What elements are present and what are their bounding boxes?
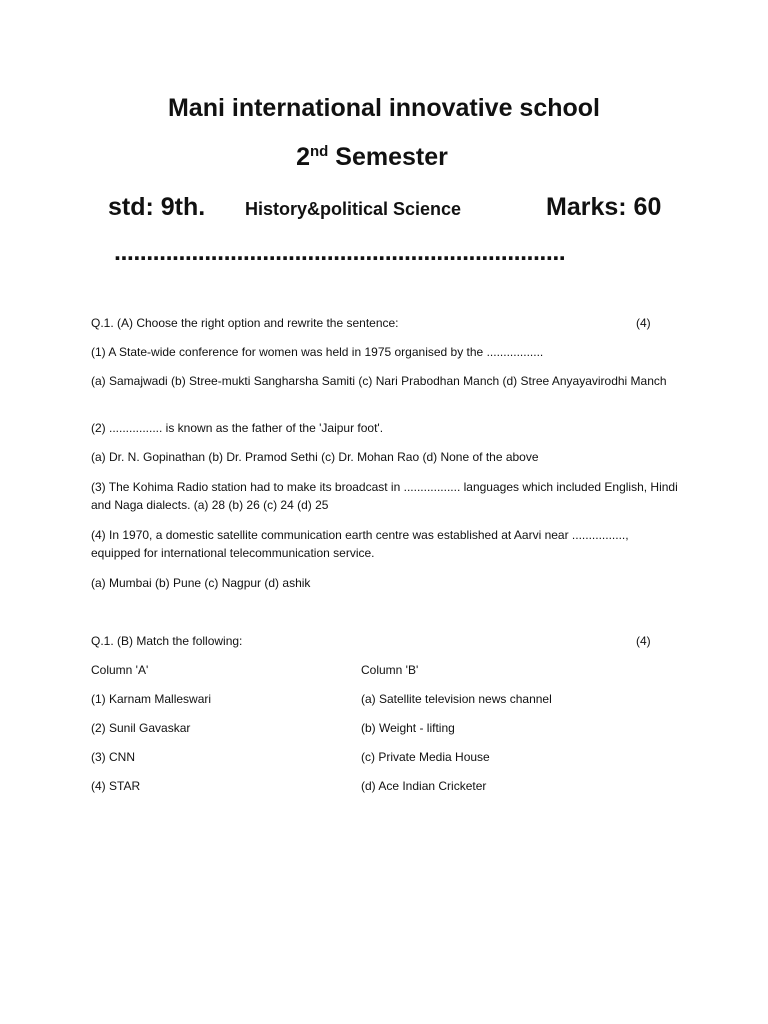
column-a-item-2: (2) Sunil Gavaskar bbox=[91, 721, 191, 735]
semester-title bbox=[0, 143, 756, 172]
subject-label: History&political Science bbox=[245, 199, 462, 219]
column-b-header: Column 'B' bbox=[361, 663, 419, 677]
semester-word: Semester bbox=[328, 143, 448, 171]
q1a-options-4: (a) Mumbai (b) Pune (c) Nagpur (d) ashik bbox=[91, 576, 311, 590]
semester-number: 2 bbox=[296, 143, 311, 171]
q1a-question-2: (2) ................ is known as the father of the 'Jaipur foot'. bbox=[91, 421, 384, 435]
column-a-item-1: (1) Karnam Malleswari bbox=[91, 692, 212, 706]
q1a-options-2: (a) Dr. N. Gopinathan (b) Dr. Pramod Sethi (c) Dr. Mohan Rao (d) None of the above bbox=[91, 450, 539, 464]
school-title: Mani international innovative school bbox=[167, 94, 600, 122]
q1b-heading: Q.1. (B) Match the following: bbox=[91, 634, 243, 648]
q1a-options-1: (a) Samajwadi (b) Stree-mukti Sangharsha Samiti (c) Nari Prabodhan Manch (d) Stree Anyayavirodhi Manch bbox=[91, 374, 667, 388]
q1a-question-3: (3) The Kohima Radio station had to make its broadcast in ................. languages which included English, Hindi and Naga dialects. (a) 28 (b) 26 (c) 24 (d) 25 bbox=[91, 480, 678, 512]
column-b-item-1: (a) Satellite television news channel bbox=[361, 692, 552, 706]
q1b-marks: (4) bbox=[636, 634, 651, 648]
column-a-item-3: (3) CNN bbox=[91, 750, 135, 764]
q1a-question-4: (4) In 1970, a domestic satellite communication earth centre was established at Aarvi near ................, equipped for international telecommunication service. bbox=[91, 528, 629, 560]
column-a-item-4: (4) STAR bbox=[91, 779, 141, 793]
q1a-heading: Q.1. (A) Choose the right option and rewrite the sentence: bbox=[91, 316, 399, 330]
dotted-divider: ...................................................................... bbox=[114, 238, 566, 266]
column-b-item-4: (d) Ace Indian Cricketer bbox=[361, 779, 487, 793]
meta-row bbox=[0, 193, 768, 227]
q1a-marks: (4) bbox=[636, 316, 651, 330]
standard-label: std: 9th. bbox=[108, 193, 206, 221]
marks-label: Marks: 60 bbox=[546, 193, 662, 221]
semester-ordinal-suffix: nd bbox=[310, 143, 329, 160]
column-b-item-3: (c) Private Media House bbox=[361, 750, 490, 764]
q1a-question-1: (1) A State-wide conference for women was held in 1975 organised by the ................. bbox=[91, 345, 544, 359]
column-a-header: Column 'A' bbox=[91, 663, 149, 677]
column-b-item-2: (b) Weight - lifting bbox=[361, 721, 455, 735]
